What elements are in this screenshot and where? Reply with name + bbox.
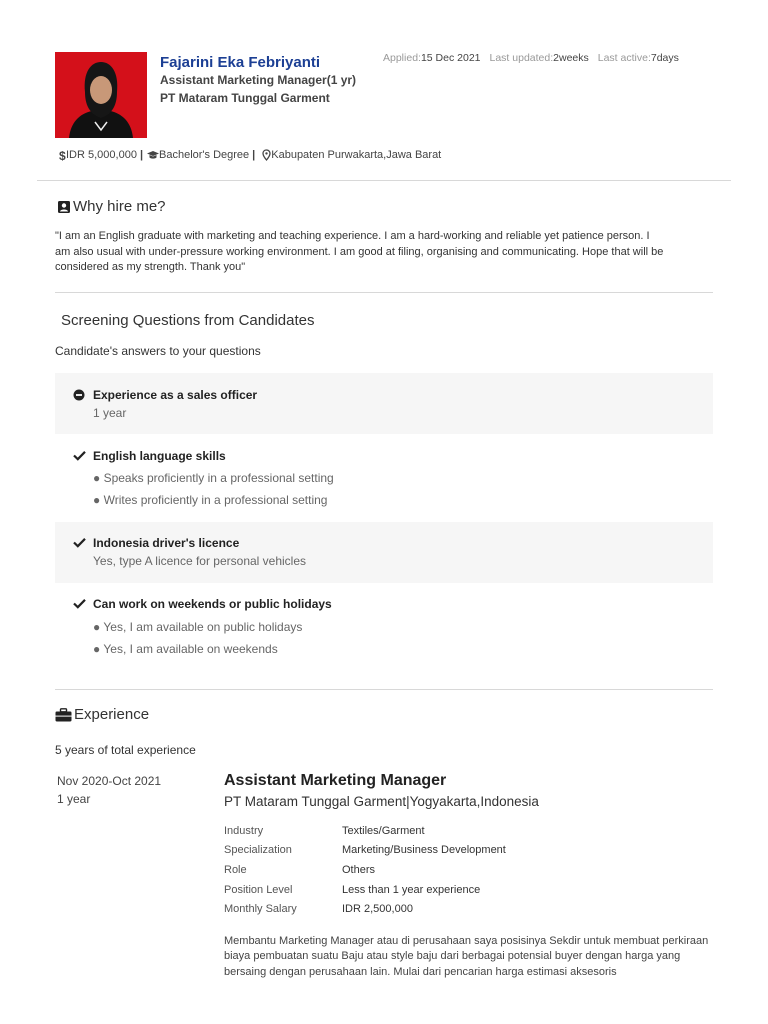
- candidate-current-title: Assistant Marketing Manager(1 yr): [160, 73, 357, 87]
- candidate-photo: [55, 52, 147, 138]
- question-answer: ● Yes, I am available on public holidays: [93, 620, 303, 634]
- screening-subheading: Candidate's answers to your questions: [55, 344, 261, 358]
- question-answer: ● Yes, I am available on weekends: [93, 642, 278, 656]
- experience-title: Experience: [74, 706, 150, 723]
- application-meta: [383, 52, 679, 64]
- separator: |: [139, 149, 144, 161]
- applied-value: 15 Dec 2021: [420, 52, 481, 64]
- total-experience: 5 years of total experience: [55, 743, 196, 757]
- dollar-icon: [59, 149, 66, 161]
- updated-value: 2weeks: [553, 52, 589, 64]
- expected-salary: IDR 5,000,000: [66, 149, 137, 161]
- screening-question: [55, 373, 713, 434]
- screening-question: [55, 583, 713, 671]
- why-hire-me-heading: [57, 198, 166, 215]
- question-title-text: Indonesia driver's licence: [93, 536, 240, 550]
- candidate-name[interactable]: Fajarini Eka Febriyanti: [160, 54, 321, 71]
- screening-question: [55, 434, 713, 522]
- briefcase-icon: [55, 708, 72, 722]
- job-detail-label: Role: [224, 864, 247, 876]
- job-title: Assistant Marketing Manager: [224, 772, 447, 789]
- divider: [55, 689, 713, 690]
- graduation-cap-icon: [147, 150, 159, 160]
- question-answer: 1 year: [93, 406, 127, 420]
- job-detail-value: Less than 1 year experience: [342, 884, 481, 896]
- contact-card-icon: [57, 200, 71, 214]
- divider: [37, 180, 731, 181]
- job-detail-value: IDR 2,500,000: [342, 903, 413, 915]
- updated-label: Last updated:: [489, 52, 554, 64]
- why-hire-me-title: Why hire me?: [73, 198, 166, 215]
- screening-question: [55, 522, 713, 583]
- job-detail-label: Position Level: [224, 884, 293, 896]
- why-hire-me-text: "I am an English graduate with marketing and teaching experience. I am a hard-working and reliable yet patience person. I am also usual with under-pressure working environment. I am good at filing, organising and communicating. Hope that will be considered as my strength. Thank you": [55, 230, 664, 274]
- location-pin-icon: [262, 149, 271, 161]
- question-answer: Yes, type A licence for personal vehicles: [93, 554, 307, 568]
- question-title: [73, 536, 239, 550]
- candidate-current-company: PT Mataram Tunggal Garment: [160, 91, 330, 105]
- active-label: Last active:: [597, 52, 651, 64]
- check-icon: [73, 537, 86, 548]
- applied-label: Applied:: [383, 52, 421, 64]
- question-title-text: Can work on weekends or public holidays: [93, 597, 332, 611]
- check-icon: [73, 598, 86, 609]
- job-description: Membantu Marketing Manager atau di perusahaan saya posisinya Sekdir untuk membuat perkiraan biaya pembuatan suatu Baju atau style baju dari berbagai potensial buyer dengan harga yang bersaing dengan perusahaan lain. Mulai dari pencarian harga estimasi aksesoris: [224, 935, 709, 978]
- question-title-text: English language skills: [93, 449, 226, 463]
- screening-title: Screening Questions from Candidates: [61, 312, 315, 329]
- question-answer: ● Writes proficiently in a professional setting: [93, 493, 328, 507]
- job-detail-value: Textiles/Garment: [342, 825, 425, 837]
- screening-heading: [61, 312, 314, 329]
- candidate-info-line: [59, 149, 441, 161]
- separator: |: [252, 149, 256, 161]
- check-icon: [73, 450, 86, 461]
- job-detail-label: Specialization: [224, 844, 292, 856]
- svg-text:$: $: [59, 149, 66, 161]
- candidate-location: Kabupaten Purwakarta,Jawa Barat: [271, 149, 442, 161]
- education-level: Bachelor's Degree: [159, 149, 250, 161]
- active-value: 7days: [650, 52, 679, 64]
- job-date-range: Nov 2020-Oct 2021: [57, 774, 162, 788]
- question-answer: ● Speaks proficiently in a professional setting: [93, 471, 334, 485]
- divider: [55, 292, 713, 293]
- minus-circle-icon: [73, 389, 85, 401]
- experience-heading: [55, 706, 149, 723]
- job-detail-label: Monthly Salary: [224, 903, 297, 915]
- question-title: [73, 388, 257, 402]
- job-company: PT Mataram Tunggal Garment|Yogyakarta,Indonesia: [224, 794, 539, 809]
- question-title-text: Experience as a sales officer: [93, 388, 258, 402]
- job-duration: 1 year: [57, 792, 91, 806]
- job-detail-label: Industry: [224, 825, 264, 837]
- job-detail-value: Marketing/Business Development: [342, 844, 506, 856]
- job-detail-value: Others: [342, 864, 376, 876]
- question-title: [73, 449, 226, 463]
- question-title: [73, 597, 332, 611]
- candidate-header: [55, 52, 735, 142]
